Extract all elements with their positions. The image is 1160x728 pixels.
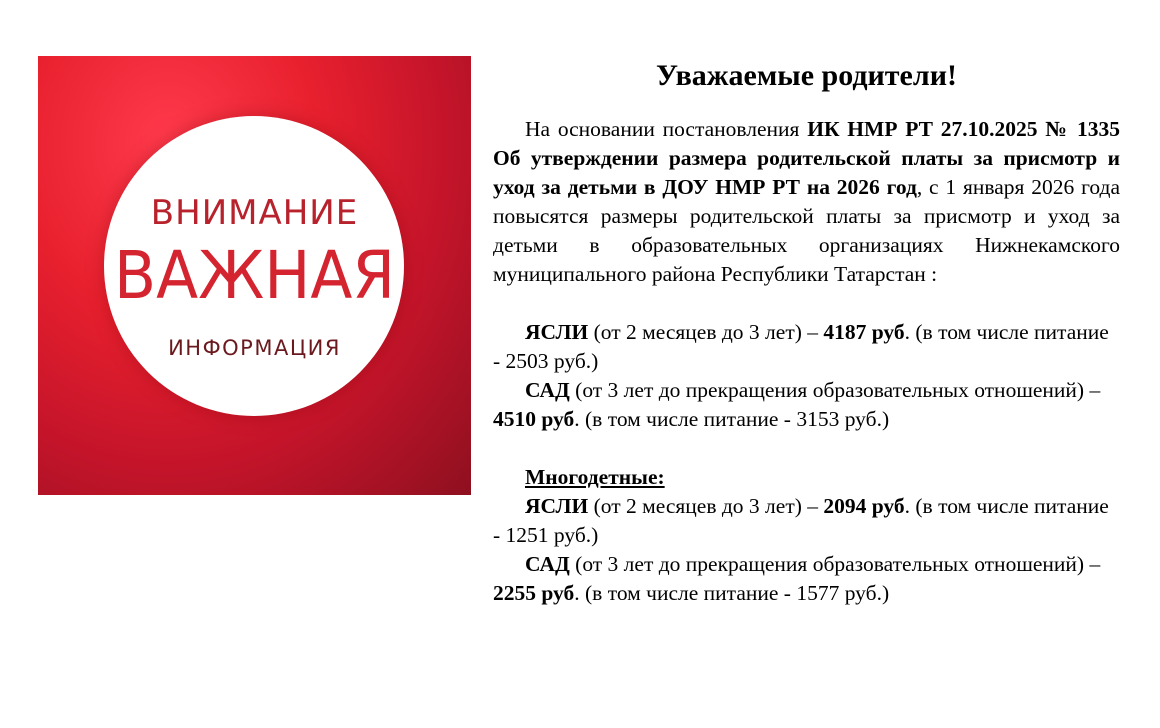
nursery-desc: (от 2 месяцев до 3 лет) –	[588, 320, 824, 344]
large-families-heading-text: Многодетные:	[525, 465, 665, 489]
nursery-fee	[493, 318, 1120, 376]
garden-rest: . (в том числе питание - 3153 руб.)	[574, 407, 890, 431]
intro-decree: ИК НМР РТ 27.10.2025 № 1335 Об утверждении размера родительской платы за присмотр и уход за детьми в ДОУ НМР РТ на 2026 год	[493, 117, 1120, 199]
lf-nursery-rest: . (в том числе питание - 1251 руб.)	[493, 494, 1109, 547]
announcement-text	[493, 56, 1120, 608]
nursery-label: ЯСЛИ	[525, 320, 589, 344]
banner-attention-text: ВНИМАНИЕ	[150, 193, 359, 233]
lf-nursery-desc: (от 2 месяцев до 3 лет) –	[588, 494, 824, 518]
large-families-garden-fee	[493, 550, 1120, 608]
page-title: Уважаемые родители!	[656, 59, 957, 92]
large-families-nursery-fee	[493, 492, 1120, 550]
intro-paragraph	[493, 115, 1120, 289]
lf-garden-price: 2255 руб	[493, 581, 575, 605]
attention-banner-image	[38, 56, 471, 495]
spacer	[493, 434, 1120, 463]
banner-information-text: ИНФОРМАЦИЯ	[168, 336, 341, 360]
spacer	[493, 289, 1120, 318]
garden-desc: (от 3 лет до прекращения образовательных отношений) –	[569, 378, 1101, 402]
lf-garden-desc: (от 3 лет до прекращения образовательных отношений) –	[569, 552, 1101, 576]
nursery-price: 4187 руб	[823, 320, 905, 344]
garden-price: 4510 руб	[493, 407, 575, 431]
nursery-rest: . (в том числе питание - 2503 руб.)	[493, 320, 1109, 373]
large-families-heading	[493, 463, 1120, 492]
intro-prefix: На основании постановления	[525, 117, 808, 141]
lf-nursery-price: 2094 руб	[823, 494, 905, 518]
lf-garden-rest: . (в том числе питание - 1577 руб.)	[574, 581, 890, 605]
intro-suffix: , с 1 января 2026 года повысятся размеры родительской платы за присмотр и уход за детьми в образовательных организациях Нижнекамского муниципального района Республики Татарстан :	[493, 175, 1120, 286]
lf-garden-label: САД	[525, 552, 570, 576]
banner-important-text: ВАЖНАЯ	[113, 237, 396, 314]
garden-label: САД	[525, 378, 570, 402]
lf-nursery-label: ЯСЛИ	[525, 494, 589, 518]
garden-fee	[493, 376, 1120, 434]
